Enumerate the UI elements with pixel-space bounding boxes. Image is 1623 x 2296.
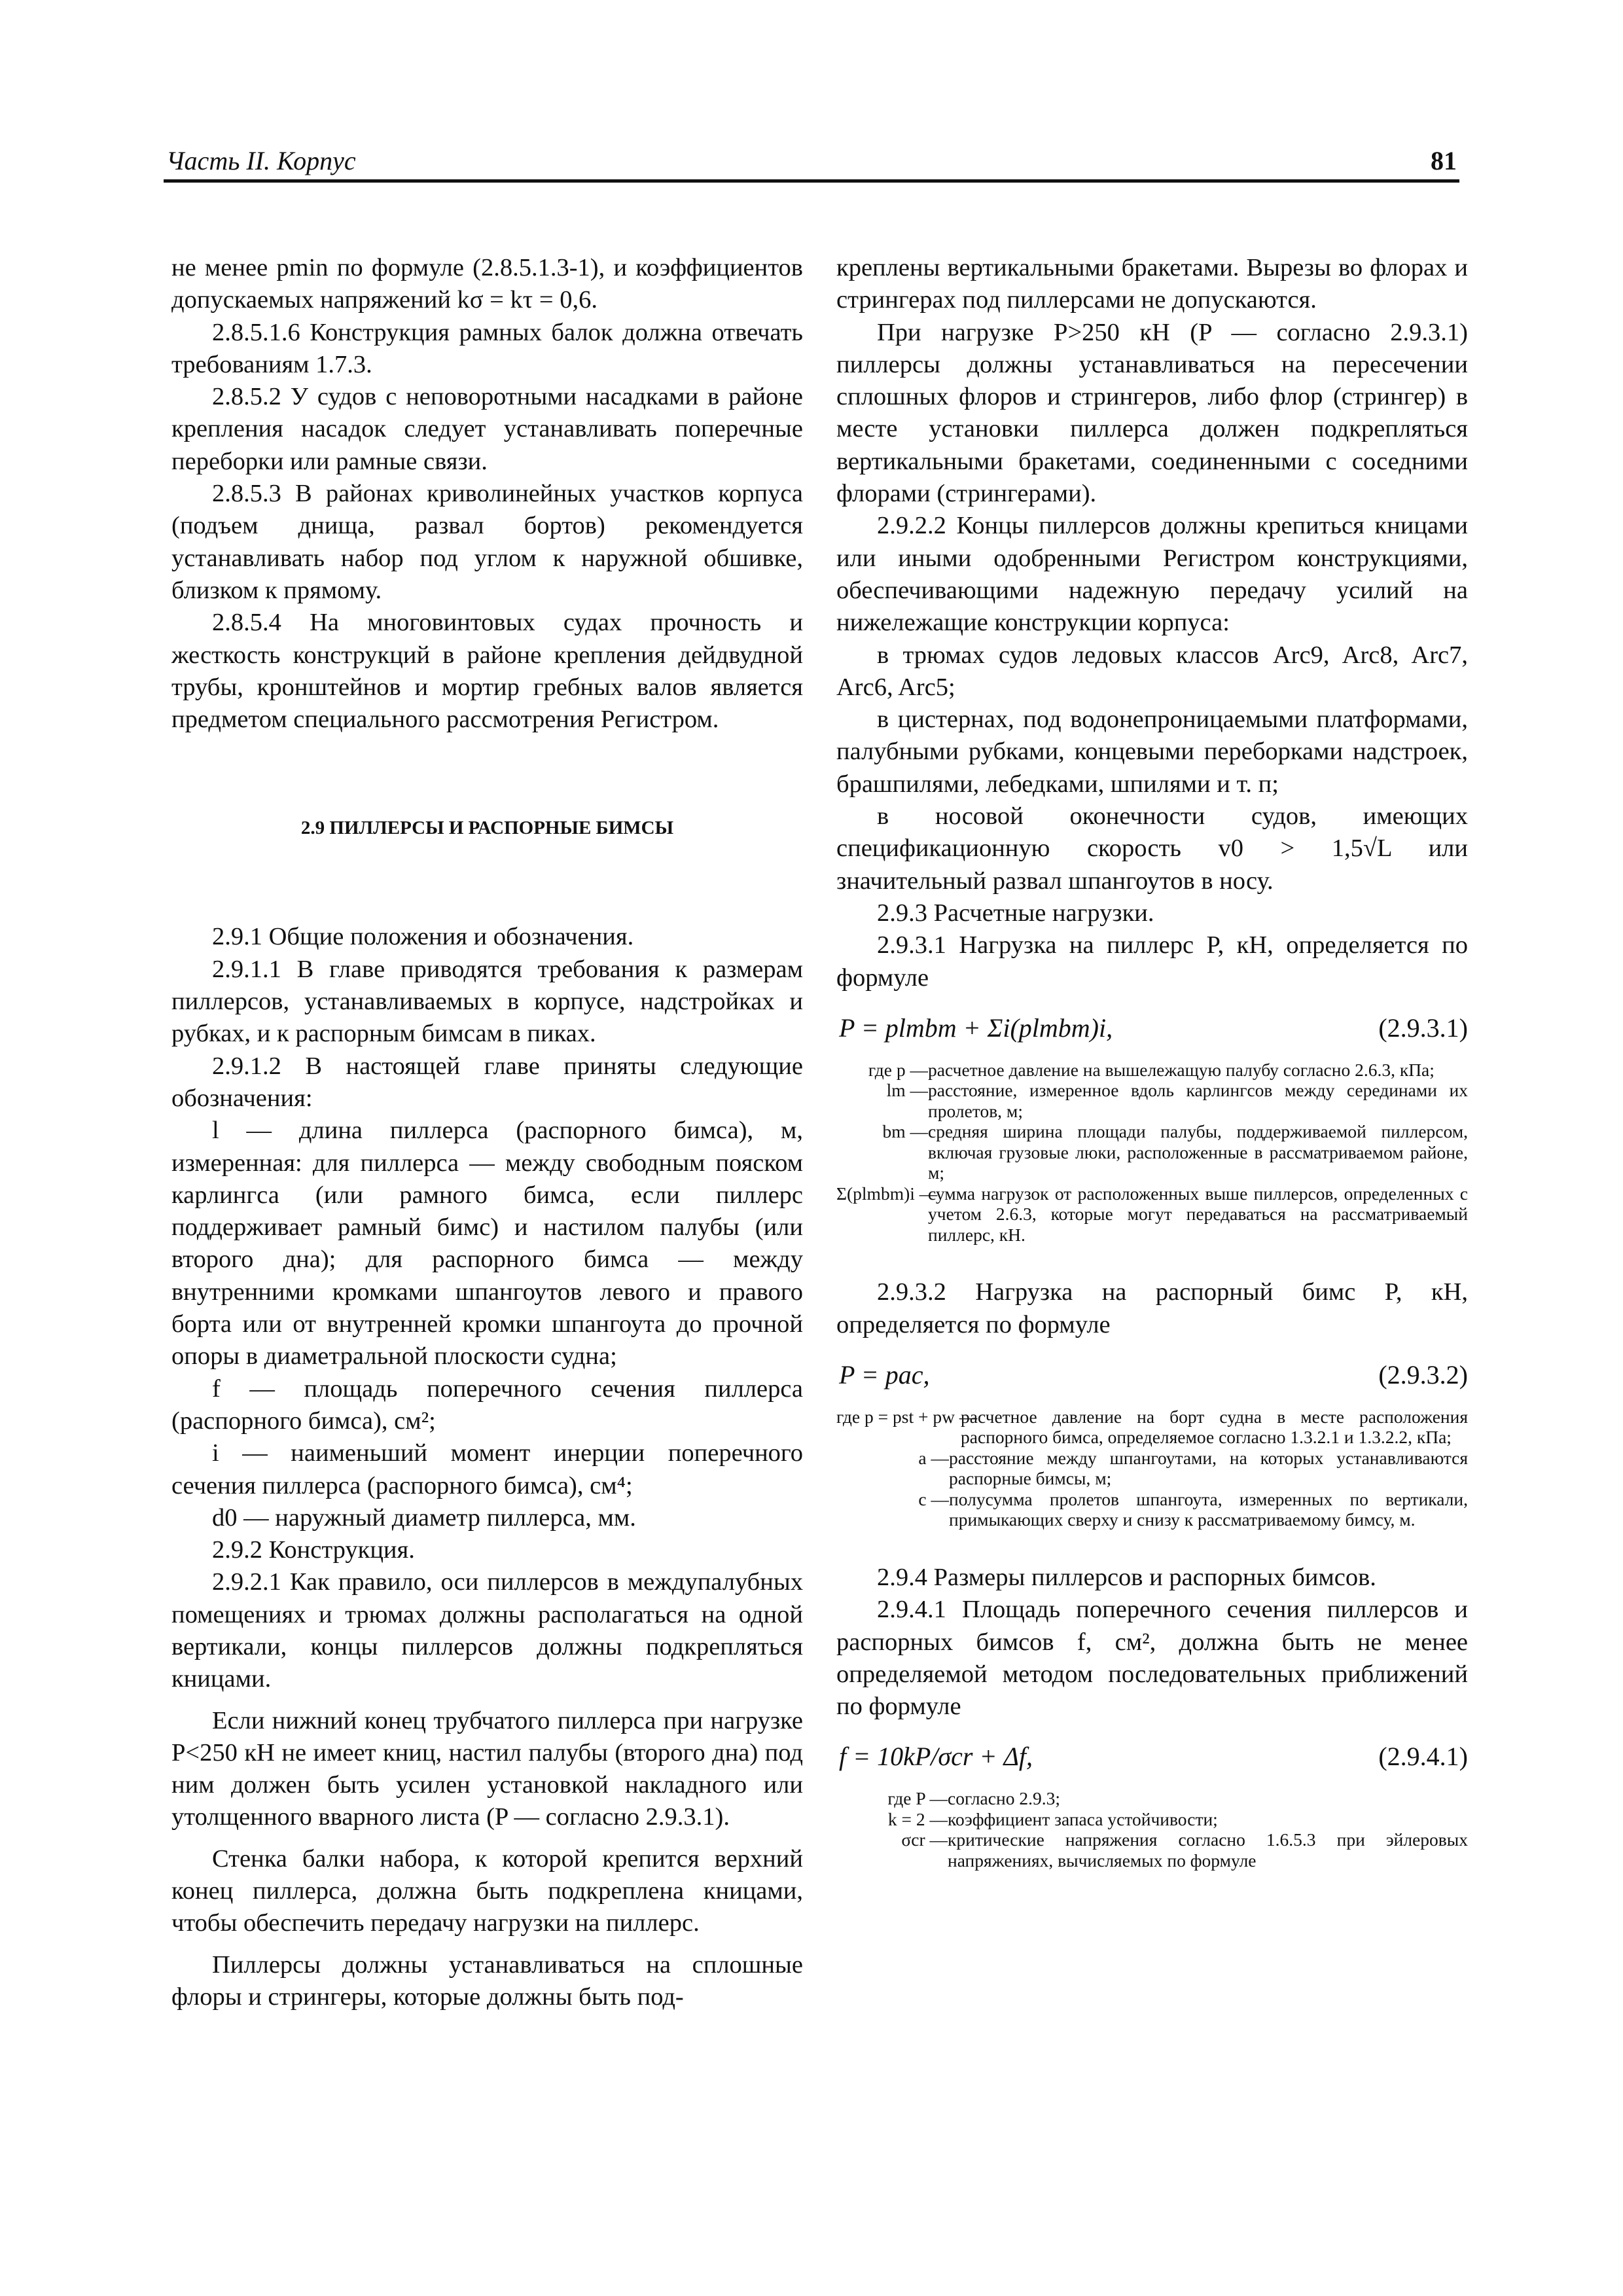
formula-expression: P = pac, xyxy=(839,1359,930,1390)
where-text: критические напряжения согласно 1.6.5.3 при эйлеровых напряжениях, вычисляемых по формуле xyxy=(948,1829,1468,1871)
where-text: согласно 2.9.3; xyxy=(948,1788,1060,1809)
subsection-heading: 2.9.3 Расчетные нагрузки. xyxy=(877,899,1154,927)
paragraph: При нагрузке P>250 кН (P — согласно 2.9.3.1) пиллерсы должны устанавливаться на пересечении сплошных флоров и стрингеров, либо флор (стрингер) в месте установки пиллерса должен подкрепляться вертикальными бракетами, соединенными с соседними флорами (стрингерами). xyxy=(836,318,1468,508)
list-item: в трюмах судов ледовых классов Arc9, Arc8, Arc7, Arc6, Arc5; xyxy=(836,641,1468,701)
where-row xyxy=(836,1448,1468,1489)
where-key: σcr — xyxy=(901,1829,948,1850)
where-row xyxy=(836,1121,1468,1183)
where-block xyxy=(836,1788,1468,1871)
where-text: расчетное давление на борт судна в месте расположения распорного бимса, определяемое согласно 1.3.2.1 и 1.3.2.2, кПа; xyxy=(961,1406,1468,1448)
paragraph: 2.9.2.2 Концы пиллерсов должны крепиться кницами или иными одобренными Регистром конструкциями, обеспечивающими надежную передачу усилий на нижележащие конструкции корпуса: xyxy=(836,512,1468,637)
paragraph: Стенка балки набора, к которой крепится верхний конец пиллерса, должна быть подкреплена кницами, чтобы обеспечить передачу нагрузки на пиллерс. xyxy=(171,1844,803,1937)
paragraph: 2.8.5.3 В районах криволинейных участков корпуса (подъем днища, развал бортов) рекомендуется устанавливать набор под углом к наружной обшивке, близком к прямому. xyxy=(171,480,803,604)
where-text: коэффициент запаса устойчивости; xyxy=(948,1808,1218,1829)
subsection-heading: 2.9.1 Общие положения и обозначения. xyxy=(212,923,634,951)
paragraph: 2.9.4.1 Площадь поперечного сечения пиллерсов и распорных бимсов f, см², должна быть не менее определяемой методом последовательных приближений по формуле xyxy=(836,1596,1468,1721)
paragraph: 2.9.1.1 В главе приводятся требования к размерам пиллерсов, устанавливаемых в корпусе, надстройках и рубках, и к распорным бимсам в пиках. xyxy=(171,955,803,1048)
where-key: k = 2 — xyxy=(887,1808,948,1829)
paragraph: не менее pmin по формуле (2.8.5.1.3-1), и коэффициентов допускаемых напряжений kσ = kτ = 0,6. xyxy=(171,254,803,314)
right-column xyxy=(836,252,1468,1877)
paragraph: 2.9.3.1 Нагрузка на пиллерс P, кН, определяется по формуле xyxy=(836,931,1468,992)
list-item: в цистернах, под водонепроницаемыми платформами, палубными рубками, концевыми переборками надстроек, брашпилями, лебедками, шпилями и т. п; xyxy=(836,706,1468,798)
where-key: c — xyxy=(918,1488,949,1509)
where-row xyxy=(836,1080,1468,1121)
where-row xyxy=(836,1060,1468,1081)
formula xyxy=(836,1007,1468,1053)
where-block xyxy=(836,1407,1468,1530)
paragraph: 2.8.5.4 На многовинтовых судах прочность и жесткость конструкций в районе крепления дейдвудной трубы, кронштейнов и мортир гребных валов является предметом специального рассмотрения Регистром. xyxy=(171,609,803,734)
paragraph: 2.9.1.2 В настоящей главе приняты следующие обозначения: xyxy=(171,1052,803,1112)
where-key: lm — xyxy=(886,1080,928,1101)
where-key: где P — xyxy=(887,1788,948,1809)
formula-number: (2.9.3.2) xyxy=(1378,1359,1468,1390)
where-key: где p = pst + pw — xyxy=(836,1406,978,1427)
where-row xyxy=(836,1829,1468,1871)
page-number: 81 xyxy=(1431,146,1457,175)
subsection-heading: 2.9.2 Конструкция. xyxy=(212,1536,415,1564)
where-text: средняя ширина площади палубы, поддерживаемой пиллерсом, включая грузовые люки, расположенные в рассматриваемом районе, м; xyxy=(928,1121,1468,1183)
where-row xyxy=(836,1407,1468,1448)
left-column xyxy=(171,252,803,2013)
where-text: полусумма пролетов шпангоута, измеренных по вертикали, примыкающих сверху и снизу к рассматриваемому бимсу, м. xyxy=(949,1488,1468,1530)
where-key: Σ(plmbm)i — xyxy=(836,1183,938,1204)
where-row xyxy=(836,1489,1468,1530)
paragraph: 2.9.2.1 Как правило, оси пиллерсов в междупалубных помещениях и трюмах должны располагаться на одной вертикали, концы пиллерсов должны подкрепляться кницами. xyxy=(171,1568,803,1693)
subsection-heading: 2.9.4 Размеры пиллерсов и распорных бимсов. xyxy=(877,1563,1376,1591)
header-title: Часть II. Корпус xyxy=(166,146,356,175)
definition: i — наименьший момент инерции поперечного сечения пиллерса (распорного бимса), см⁴; xyxy=(171,1439,803,1499)
page-header xyxy=(164,145,1459,183)
definition: d0 — наружный диаметр пиллерса, мм. xyxy=(212,1503,636,1532)
where-key: bm — xyxy=(882,1121,928,1142)
formula xyxy=(836,1736,1468,1782)
where-text: расстояние между шпангоутами, на которых устанавливаются распорные бимсы, м; xyxy=(949,1447,1468,1489)
where-row xyxy=(836,1183,1468,1246)
formula-number: (2.9.4.1) xyxy=(1378,1742,1468,1772)
formula-expression: f = 10kP/σcr + Δf, xyxy=(839,1742,1033,1772)
where-row xyxy=(836,1809,1468,1830)
definition: l — длина пиллерса (распорного бимса), м, измеренная: для пиллерса — между свободным пояском карлингса (или рамного бимса, если пиллерс поддерживает рамный бимс) и настилом палубы (или второго дна); для распорного бимса — между внутренними кромками шпангоутов левого и правого борта или от внутренней кромки шпангоута до прочной опоры в диаметральной плоскости судна; xyxy=(171,1117,803,1371)
where-text: расчетное давление на вышележащую палубу согласно 2.6.3, кПа; xyxy=(928,1059,1435,1080)
formula-expression: P = plmbm + Σi(plmbm)i, xyxy=(839,1013,1113,1043)
where-text: сумма нагрузок от расположенных выше пиллерсов, определенных с учетом 2.6.3, которые могут передаваться на рассматриваемый пиллерс, кН. xyxy=(928,1183,1468,1245)
paragraph: креплены вертикальными бракетами. Вырезы во флорах и стрингерах под пиллерсами не допускаются. xyxy=(836,254,1468,314)
paragraph: Пиллерсы должны устанавливаться на сплошные флоры и стрингеры, которые должны быть под- xyxy=(171,1950,803,2011)
paragraph: Если нижний конец трубчатого пиллерса при нагрузке P<250 кН не имеет книц, настил палубы (второго дна) под ним должен быть усилен установкой накладного или утолщенного вварного листа (P — согласно 2.9.3.1). xyxy=(171,1706,803,1831)
section-title: 2.9 ПИЛЛЕРСЫ И РАСПОРНЫЕ БИМСЫ xyxy=(300,817,674,839)
where-key: a — xyxy=(918,1447,949,1468)
where-text: расстояние, измеренное вдоль карлингсов между серединами их пролетов, м; xyxy=(928,1080,1468,1121)
definition: f — площадь поперечного сечения пиллерса (распорного бимса), см²; xyxy=(171,1374,803,1435)
where-row xyxy=(836,1788,1468,1809)
formula xyxy=(836,1354,1468,1400)
paragraph: 2.8.5.2 У судов с неповоротными насадками в районе крепления насадок следует устанавливать поперечные переборки или рамные связи. xyxy=(171,383,803,475)
formula-number: (2.9.3.1) xyxy=(1378,1013,1468,1043)
where-block xyxy=(836,1060,1468,1246)
paragraph: 2.9.3.2 Нагрузка на распорный бимс P, кН, определяется по формуле xyxy=(836,1278,1468,1338)
paragraph: 2.8.5.1.6 Конструкция рамных балок должна отвечать требованиям 1.7.3. xyxy=(171,318,803,378)
list-item: в носовой оконечности судов, имеющих спецификационную скорость v0 > 1,5√L или значительный развал шпангоутов в носу. xyxy=(836,802,1468,895)
where-key: где p — xyxy=(868,1059,928,1080)
